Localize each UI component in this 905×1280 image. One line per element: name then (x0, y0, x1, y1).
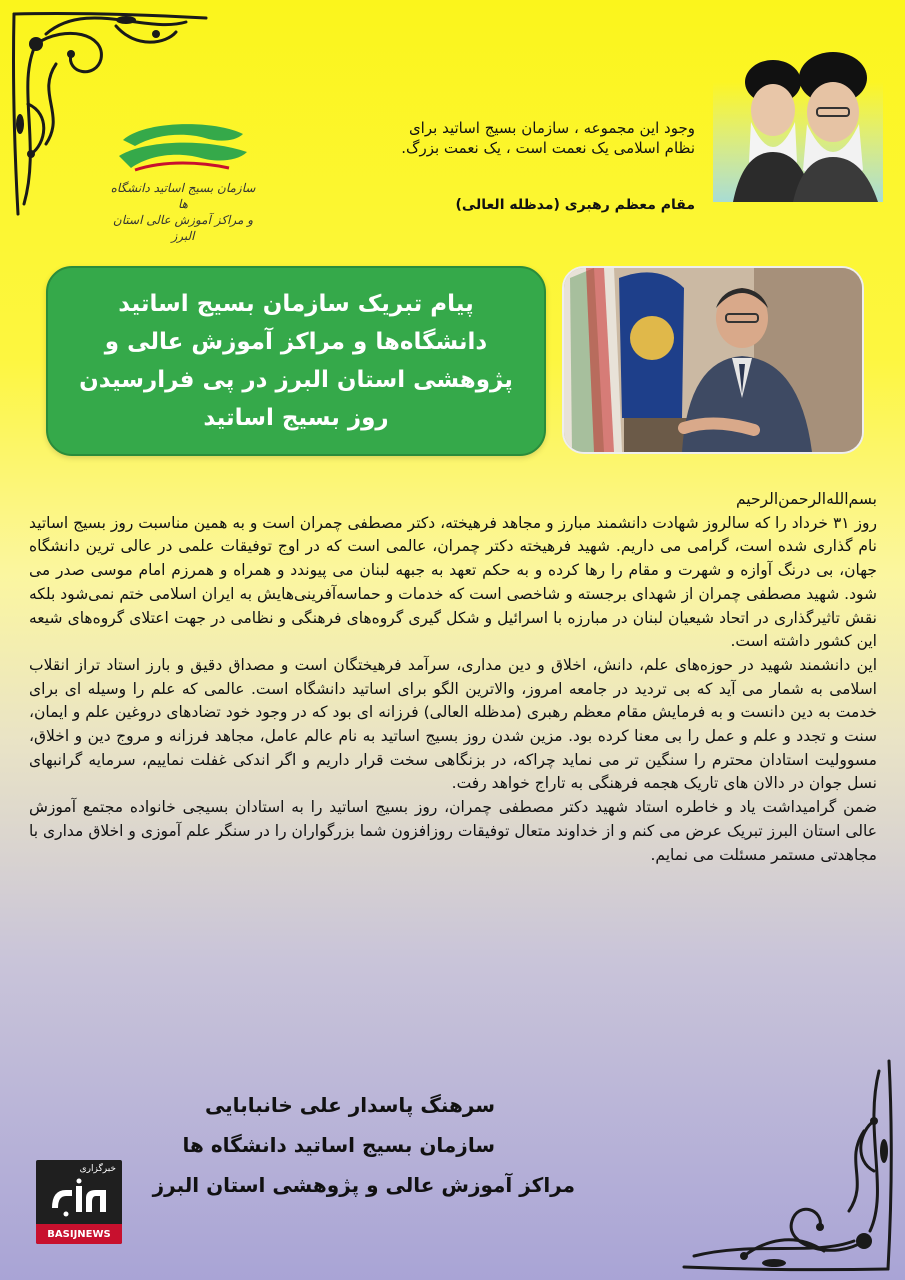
title-line-2: دانشگاه‌ها و مراکز آموزش عالی و (104, 329, 488, 355)
body-paragraph-2: این دانشمند شهید در حوزه‌های علم، دانش، اخلاق و دین مداری، سرآمد فرهیختگان است و مصداق دقیق و بارز استاد تراز انقلاب اسلامی به شمار می آید که بی تردید در جامعه امروز، والاترین الگو برای اساتید دانشگاه است. عالمی که علم را وسیله ای برای خدمت به دین دانست و به فرمایش مقام معظم رهبری (مدظله العالی) فرزانه ای بود که در وجود خود تضادهای دروغین علم و ایمان، سنت و تجدد و علم و عمل را بی معنا کرده بود. مزین شدن روز بسیج اساتید به نام عالم عامل، مجاهد فرزانه و مروج دین و اخلاق، مسوولیت استادان محترم را سنگین تر می نماید چراکه، در بزنگاهی سخت قرار داریم و اگر اندکی غفلت نماییم، سرمایه گرانبهای نسل جوان در دالان های تاریک هجمه فرهنگی به تاراج خواهد رفت. (29, 655, 877, 793)
message-title (59, 285, 533, 437)
message-body (29, 488, 877, 867)
body-paragraph-1: روز ۳۱ خرداد را که سالروز شهادت دانشمند مبارز و مجاهد فرهیخته، دکتر مصطفی چمران است و به همین مناسبت روز بسیج اساتید نام گذاری شده است، گرامی می داریم. شهید فرهیخته دکتر چمران، عالمی است که در اوج توفیقات علمی در عالی ترین دانشگاه جهان، بی درنگ آوازه و شهرت و مقام را رها کرده و به حکم تعهد به جبهه لبنان می پیوندد و همراه و همرزم امام موسی صدر می شود. شهید مصطفی چمران از شهدای برجسته و شاخصی است که خدمات و حماسه‌آفرینی‌هایش به ایران اسلامی ختم نمی‌شود بلکه نقش تاثیرگذاری در اتحاد شیعیان لبنان در مبارزه با اسرائیل و شکل گیری گروه‌های فرهنگی و نظامی در جهت اعتلای گروه‌های شیعه این کشور داشته است. (29, 513, 878, 651)
logo-caption-line-1: سازمان بسیج اساتید دانشگاه ها (110, 181, 256, 211)
signature-org: سازمان بسیج اساتید دانشگاه ها (182, 1133, 495, 1157)
leaders-portrait (713, 52, 883, 202)
commander-photo-image (564, 268, 862, 452)
body-paragraph-3: ضمن گرامیداشت یاد و خاطره استاد شهید دکتر مصطفی چمران، روز بسیج اساتید را به استادان بسیجی خانواده مجتمع آموزش عالی استان البرز تبریک عرض می کنم و از خداوند متعال توفیقات روزافزون شما بزرگواران را در سنگر علم آموزی و اخلاق مداری با مجاهدتی مستمر مسئلت می نمایم. (29, 798, 877, 864)
logo-caption (108, 180, 258, 244)
commander-photo (562, 266, 864, 454)
leader-quote-line-2: نظام اسلامی یک نعمت است ، یک نعمت بزرگ. (401, 139, 695, 157)
basij-news-logo-icon (46, 1178, 112, 1220)
badge-brand-label: BASIJNEWS (36, 1224, 122, 1244)
title-line-3: پژوهشی استان البرز در پی فرارسیدن (79, 367, 513, 393)
corner-ornament-bottom-right (674, 1051, 899, 1276)
title-line-1: پیام تبریک سازمان بسیج اساتید (118, 291, 474, 317)
title-line-4: روز بسیج اساتید (203, 405, 389, 431)
basij-news-badge (36, 1160, 122, 1244)
leader-quote (335, 118, 695, 158)
body-basmala: بسم‌الله‌الرحمن‌الرحیم (735, 490, 877, 508)
signature-name: سرهنگ پاسدار علی خانبابایی (204, 1093, 495, 1117)
logo-caption-line-2: و مراکز آموزش عالی استان البرز (112, 213, 254, 243)
signature-province: مراکز آموزش عالی و پژوهشی استان البرز (152, 1173, 575, 1197)
badge-agency-label: خبرگزاری (79, 1164, 116, 1174)
title-box (46, 266, 546, 456)
quote-attribution: مقام معظم رهبری (مدظله العالی) (455, 197, 695, 213)
leader-quote-line-1: وجود این مجموعه ، سازمان بسیج اساتید برای (408, 119, 695, 137)
